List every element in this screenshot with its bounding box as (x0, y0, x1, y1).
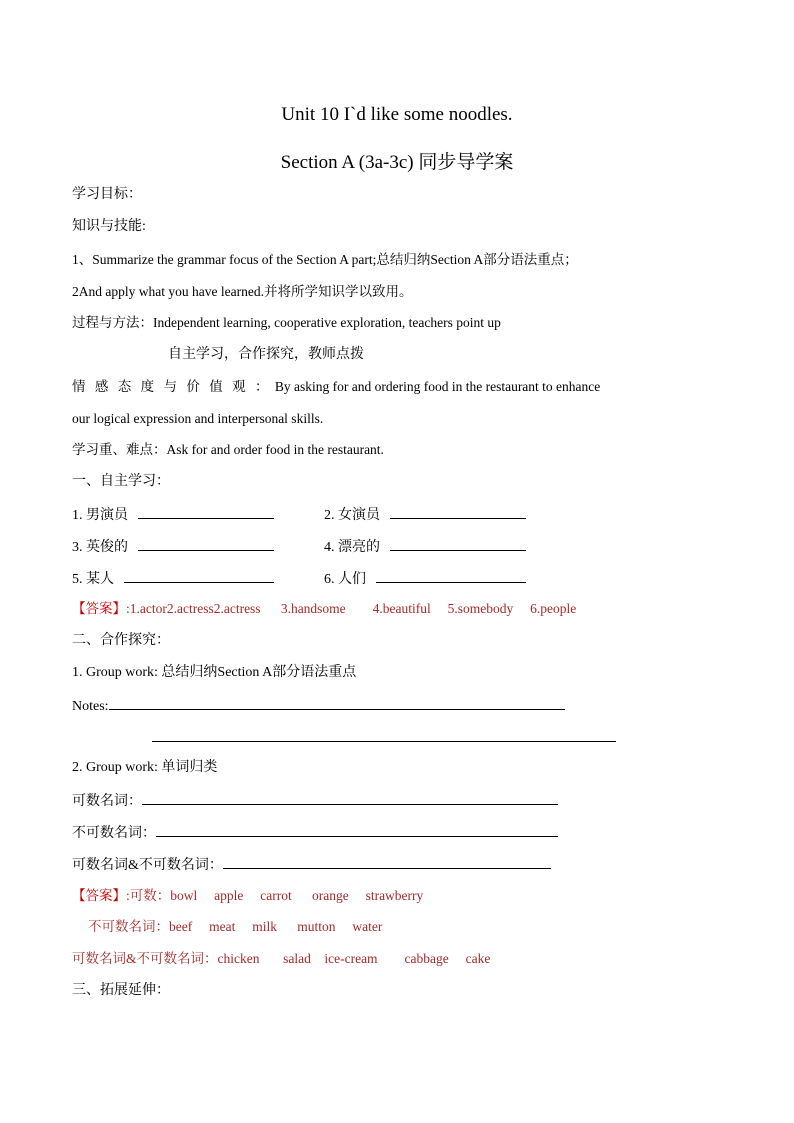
emotion-line (72, 377, 600, 397)
vocab-item-4 (324, 536, 526, 558)
objectives-heading: 学习目标： (72, 187, 142, 202)
part2-heading: 二、合作探究： (72, 633, 170, 648)
notes-line (72, 695, 565, 717)
vocab-item-6 (324, 568, 526, 590)
vocab-item-1 (72, 504, 274, 526)
both-blank[interactable] (223, 854, 551, 869)
vocab-blank[interactable] (376, 568, 526, 583)
emotion-line-2: our logical expression and interpersonal skills. (72, 411, 324, 426)
notes-blank-2[interactable] (152, 727, 616, 742)
key-line (72, 440, 384, 460)
process-line (72, 313, 501, 333)
answer-both: chicken salad ice-cream cabbage cake (217, 951, 491, 966)
notes-label: Notes: (72, 699, 109, 714)
knowledge-heading: 知识与技能: (72, 219, 146, 234)
answer-uncountable: beef meat milk mutton water (169, 919, 383, 934)
vocab-blank[interactable] (138, 536, 274, 551)
part2-answer-uncountable (88, 917, 382, 937)
uncountable-blank[interactable] (156, 822, 558, 837)
vocab-blank[interactable] (138, 504, 274, 519)
uncountable-label: 不可数名词： (72, 826, 156, 841)
document-subtitle: Section A (3a-3c) 同步导学案 (280, 152, 514, 173)
part2-answer-countable (72, 886, 423, 906)
vocab-item-3 (72, 536, 274, 558)
process-text: Independent learning, cooperative exploration, teachers point up (153, 315, 501, 330)
answer-countable: :可数：bowl apple carrot orange strawberry (126, 888, 424, 903)
notes-blank[interactable] (109, 695, 565, 710)
vocab-blank[interactable] (390, 504, 526, 519)
part2-answer-both (72, 949, 490, 969)
vocab-label: 3. 英俊的 (72, 540, 128, 555)
objective-item-1: 1、Summarize the grammar focus of the Section A part;总结归纳Section A部分语法重点； (72, 252, 578, 267)
vocab-label: 2. 女演员 (324, 508, 380, 523)
part1-heading: 一、自主学习： (72, 474, 170, 489)
uncountable-line (72, 822, 558, 844)
document-title: Unit 10 I`d like some noodles. (281, 104, 513, 125)
answer-label: 【答案】 (72, 601, 126, 616)
key-text: Ask for and order food in the restaurant. (166, 442, 384, 457)
emotion-label: 情 感 态 度 与 价 值 观 ： (72, 379, 272, 394)
vocab-item-2 (324, 504, 526, 526)
countable-line (72, 790, 558, 812)
vocab-label: 4. 漂亮的 (324, 540, 380, 555)
both-label: 可数名词&不可数名词： (72, 858, 223, 873)
vocab-blank[interactable] (390, 536, 526, 551)
objective-item-2: 2And apply what you have learned.并将所学知识学以致用。 (72, 284, 413, 299)
countable-label: 可数名词： (72, 794, 142, 809)
process-label: 过程与方法： (72, 315, 153, 330)
vocab-label: 1. 男演员 (72, 508, 128, 523)
part3-heading: 三、拓展延伸： (72, 983, 170, 998)
answer-uncountable-label: 不可数名词： (88, 919, 169, 934)
answer-both-label: 可数名词&不可数名词： (72, 951, 218, 966)
part1-answer (72, 599, 576, 619)
vocab-item-5 (72, 568, 274, 590)
process-chinese: 自主学习，合作探究，教师点拨 (168, 347, 364, 362)
countable-blank[interactable] (142, 790, 558, 805)
both-line (72, 854, 551, 876)
group-work-2: 2. Group work: 单词归类 (72, 760, 218, 775)
group-work-1: 1. Group work: 总结归纳Section A部分语法重点 (72, 665, 357, 680)
key-label: 学习重、难点： (72, 442, 167, 457)
emotion-text: By asking for and ordering food in the restaurant to enhance (274, 379, 601, 394)
answer-label: 【答案】 (72, 888, 126, 903)
vocab-blank[interactable] (124, 568, 274, 583)
vocab-label: 5. 某人 (72, 572, 114, 587)
answer-text: :1.actor2.actress2.actress 3.handsome 4.beautiful 5.somebody 6.people (126, 601, 577, 616)
vocab-label: 6. 人们 (324, 572, 366, 587)
